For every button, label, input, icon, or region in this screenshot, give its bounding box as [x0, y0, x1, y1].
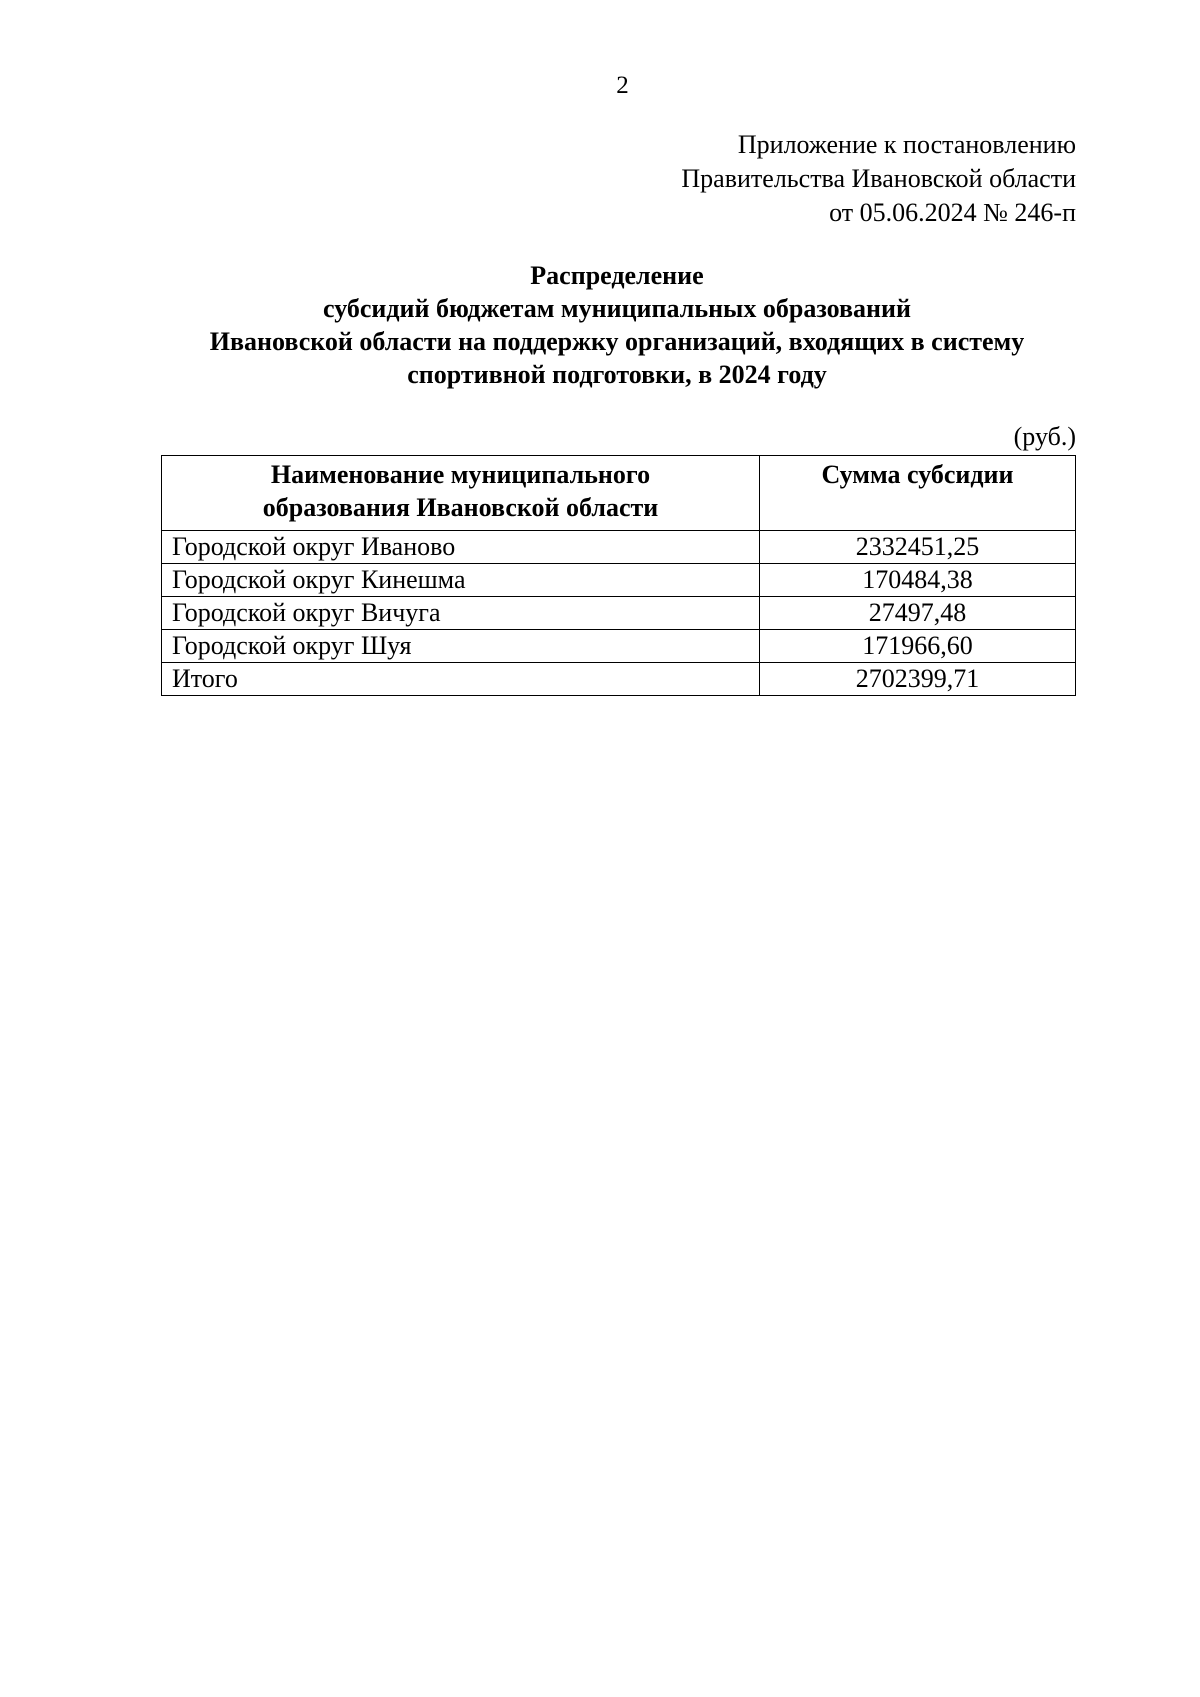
appendix-line: Правительства Ивановской области [681, 164, 1076, 193]
appendix-line: Приложение к постановлению [737, 130, 1076, 159]
document-title [160, 259, 1074, 391]
column-header-line: образования Ивановской области [262, 493, 659, 522]
title-line: Распределение [530, 261, 704, 290]
appendix-line: от 05.06.2024 № 246-п [829, 198, 1076, 227]
municipality-cell: Городской округ Иваново [162, 531, 760, 564]
subsidies-table [161, 455, 1076, 696]
column-header-municipality [162, 456, 760, 531]
municipality-cell: Городской округ Шуя [162, 630, 760, 663]
table-row [162, 630, 1076, 663]
appendix-header [681, 128, 1076, 230]
currency-unit: (руб.) [1013, 422, 1076, 451]
title-line: Ивановской области на поддержку организаций, входящих в систему [209, 327, 1025, 356]
title-line: субсидий бюджетам муниципальных образований [323, 294, 911, 323]
table-row [162, 597, 1076, 630]
column-header-amount: Сумма субсидии [760, 456, 1076, 531]
page-number: 2 [616, 72, 629, 99]
municipality-cell: Городской округ Кинешма [162, 564, 760, 597]
title-line: спортивной подготовки, в 2024 году [407, 360, 827, 389]
total-amount-cell: 2702399,71 [760, 663, 1076, 696]
amount-cell: 2332451,25 [760, 531, 1076, 564]
table-row [162, 564, 1076, 597]
column-header-line: Наименование муниципального [270, 460, 651, 489]
municipality-cell: Городской округ Вичуга [162, 597, 760, 630]
table-row [162, 531, 1076, 564]
amount-cell: 170484,38 [760, 564, 1076, 597]
table-header-row [162, 456, 1076, 531]
total-label-cell: Итого [162, 663, 760, 696]
amount-cell: 171966,60 [760, 630, 1076, 663]
amount-cell: 27497,48 [760, 597, 1076, 630]
total-row [162, 663, 1076, 696]
